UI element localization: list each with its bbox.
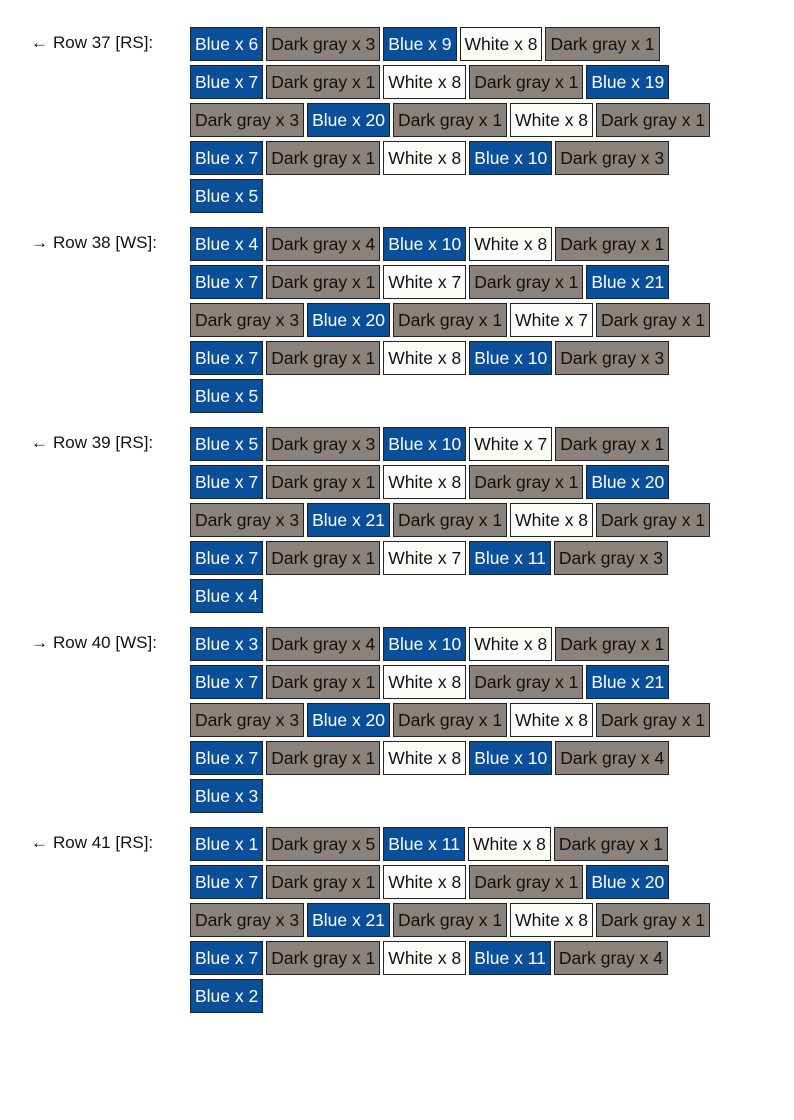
row-label	[0, 225, 190, 261]
stitch-chip-gray: Dark gray x 1	[266, 541, 380, 575]
stitch-chip-gray: Dark gray x 1	[469, 865, 583, 899]
stitch-lines	[190, 825, 713, 1015]
stitch-line	[190, 263, 713, 301]
stitch-chip-blue: Blue x 10	[383, 227, 466, 261]
stitch-line	[190, 425, 713, 463]
stitch-chip-gray: Dark gray x 4	[555, 741, 669, 775]
stitch-lines	[190, 225, 713, 415]
stitch-chip-gray: Dark gray x 1	[393, 103, 507, 137]
stitch-chip-white: White x 8	[469, 627, 552, 661]
stitch-line	[190, 225, 713, 263]
stitch-line	[190, 539, 713, 577]
row-label-text: Row 39 [RS]:	[53, 433, 154, 452]
stitch-line	[190, 825, 713, 863]
row-label	[0, 25, 190, 61]
pattern-row	[0, 225, 794, 415]
stitch-chip-gray: Dark gray x 1	[596, 303, 710, 337]
stitch-chip-white: White x 8	[510, 103, 593, 137]
direction-arrow-icon: ←	[31, 433, 48, 452]
stitch-line	[190, 625, 713, 663]
stitch-chip-blue: Blue x 10	[469, 741, 552, 775]
pattern-row	[0, 25, 794, 215]
stitch-chip-blue: Blue x 7	[190, 265, 263, 299]
stitch-chip-blue: Blue x 19	[586, 65, 669, 99]
stitch-chip-blue: Blue x 7	[190, 941, 263, 975]
stitch-chip-white: White x 7	[383, 265, 466, 299]
stitch-chip-blue: Blue x 2	[190, 979, 263, 1013]
stitch-chip-gray: Dark gray x 3	[266, 427, 380, 461]
stitch-chip-gray: Dark gray x 1	[596, 703, 710, 737]
stitch-chip-gray: Dark gray x 1	[596, 903, 710, 937]
stitch-lines	[190, 625, 713, 815]
stitch-chip-white: White x 8	[468, 827, 551, 861]
direction-arrow-icon: ←	[31, 833, 48, 852]
stitch-chip-gray: Dark gray x 1	[469, 465, 583, 499]
stitch-chip-white: White x 8	[383, 465, 466, 499]
stitch-chip-blue: Blue x 5	[190, 427, 263, 461]
stitch-chip-blue: Blue x 21	[586, 265, 669, 299]
stitch-chip-gray: Dark gray x 1	[266, 941, 380, 975]
row-label	[0, 425, 190, 461]
stitch-line	[190, 63, 713, 101]
stitch-chip-white: White x 8	[383, 341, 466, 375]
stitch-line	[190, 101, 713, 139]
colorwork-pattern	[0, 25, 794, 1025]
stitch-chip-gray: Dark gray x 1	[266, 465, 380, 499]
pattern-row	[0, 825, 794, 1015]
row-label-text: Row 41 [RS]:	[53, 833, 154, 852]
stitch-lines	[190, 425, 713, 615]
stitch-chip-blue: Blue x 20	[307, 103, 390, 137]
stitch-chip-white: White x 8	[383, 665, 466, 699]
direction-arrow-icon: →	[31, 233, 48, 252]
stitch-chip-gray: Dark gray x 1	[266, 741, 380, 775]
stitch-chip-gray: Dark gray x 3	[190, 703, 304, 737]
stitch-line	[190, 25, 713, 63]
stitch-chip-gray: Dark gray x 1	[266, 865, 380, 899]
stitch-chip-gray: Dark gray x 1	[393, 703, 507, 737]
stitch-chip-gray: Dark gray x 1	[469, 665, 583, 699]
row-label-text: Row 40 [WS]:	[53, 633, 157, 652]
stitch-chip-gray: Dark gray x 1	[469, 65, 583, 99]
stitch-chip-blue: Blue x 7	[190, 141, 263, 175]
stitch-chip-blue: Blue x 21	[586, 665, 669, 699]
stitch-line	[190, 577, 713, 615]
stitch-chip-gray: Dark gray x 1	[393, 503, 507, 537]
direction-arrow-icon: ←	[31, 33, 48, 52]
stitch-chip-blue: Blue x 21	[307, 503, 390, 537]
row-label-text: Row 38 [WS]:	[53, 233, 157, 252]
stitch-line	[190, 863, 713, 901]
stitch-chip-blue: Blue x 7	[190, 665, 263, 699]
stitch-chip-gray: Dark gray x 1	[393, 903, 507, 937]
stitch-chip-blue: Blue x 20	[586, 865, 669, 899]
stitch-chip-blue: Blue x 20	[307, 703, 390, 737]
stitch-line	[190, 501, 713, 539]
stitch-chip-white: White x 7	[469, 427, 552, 461]
stitch-chip-gray: Dark gray x 1	[469, 265, 583, 299]
stitch-line	[190, 301, 713, 339]
stitch-chip-blue: Blue x 10	[469, 141, 552, 175]
stitch-chip-white: White x 7	[510, 303, 593, 337]
stitch-chip-gray: Dark gray x 1	[266, 341, 380, 375]
stitch-chip-gray: Dark gray x 3	[190, 303, 304, 337]
stitch-chip-blue: Blue x 21	[307, 903, 390, 937]
stitch-chip-gray: Dark gray x 4	[266, 627, 380, 661]
stitch-chip-gray: Dark gray x 3	[190, 903, 304, 937]
stitch-chip-gray: Dark gray x 1	[266, 265, 380, 299]
stitch-chip-blue: Blue x 11	[383, 827, 465, 861]
stitch-chip-blue: Blue x 7	[190, 341, 263, 375]
stitch-chip-blue: Blue x 5	[190, 379, 263, 413]
stitch-chip-white: White x 8	[510, 503, 593, 537]
stitch-line	[190, 977, 713, 1015]
stitch-line	[190, 777, 713, 815]
stitch-chip-white: White x 7	[383, 541, 466, 575]
stitch-chip-gray: Dark gray x 1	[393, 303, 507, 337]
row-label-text: Row 37 [RS]:	[53, 33, 154, 52]
stitch-chip-gray: Dark gray x 1	[266, 65, 380, 99]
stitch-chip-gray: Dark gray x 1	[596, 103, 710, 137]
stitch-line	[190, 377, 713, 415]
stitch-chip-blue: Blue x 9	[383, 27, 456, 61]
stitch-chip-gray: Dark gray x 1	[545, 27, 659, 61]
stitch-line	[190, 139, 713, 177]
stitch-lines	[190, 25, 713, 215]
stitch-chip-blue: Blue x 11	[469, 541, 551, 575]
stitch-chip-blue: Blue x 7	[190, 465, 263, 499]
stitch-chip-blue: Blue x 4	[190, 579, 263, 613]
stitch-line	[190, 901, 713, 939]
stitch-chip-white: White x 8	[469, 227, 552, 261]
stitch-chip-white: White x 8	[383, 865, 466, 899]
stitch-chip-blue: Blue x 10	[383, 427, 466, 461]
stitch-chip-gray: Dark gray x 1	[555, 427, 669, 461]
stitch-chip-white: White x 8	[383, 141, 466, 175]
stitch-chip-gray: Dark gray x 3	[555, 141, 669, 175]
stitch-chip-blue: Blue x 7	[190, 65, 263, 99]
stitch-chip-blue: Blue x 5	[190, 179, 263, 213]
stitch-chip-blue: Blue x 20	[586, 465, 669, 499]
stitch-line	[190, 663, 713, 701]
stitch-chip-gray: Dark gray x 3	[190, 103, 304, 137]
stitch-chip-gray: Dark gray x 3	[190, 503, 304, 537]
pattern-row	[0, 625, 794, 815]
stitch-chip-blue: Blue x 3	[190, 627, 263, 661]
stitch-chip-white: White x 8	[460, 27, 543, 61]
stitch-chip-blue: Blue x 1	[190, 827, 263, 861]
direction-arrow-icon: →	[31, 633, 48, 652]
stitch-chip-gray: Dark gray x 1	[266, 141, 380, 175]
stitch-chip-gray: Dark gray x 1	[596, 503, 710, 537]
stitch-chip-blue: Blue x 3	[190, 779, 263, 813]
stitch-line	[190, 339, 713, 377]
stitch-chip-blue: Blue x 20	[307, 303, 390, 337]
stitch-line	[190, 939, 713, 977]
stitch-chip-blue: Blue x 10	[469, 341, 552, 375]
row-label	[0, 625, 190, 661]
stitch-chip-gray: Dark gray x 4	[554, 941, 668, 975]
stitch-line	[190, 701, 713, 739]
stitch-chip-blue: Blue x 4	[190, 227, 263, 261]
stitch-chip-white: White x 8	[510, 903, 593, 937]
stitch-chip-gray: Dark gray x 3	[555, 341, 669, 375]
stitch-chip-blue: Blue x 11	[469, 941, 551, 975]
stitch-line	[190, 463, 713, 501]
stitch-line	[190, 177, 713, 215]
stitch-chip-white: White x 8	[383, 741, 466, 775]
stitch-chip-blue: Blue x 6	[190, 27, 263, 61]
stitch-chip-white: White x 8	[383, 941, 466, 975]
stitch-chip-gray: Dark gray x 1	[555, 627, 669, 661]
stitch-line	[190, 739, 713, 777]
stitch-chip-gray: Dark gray x 3	[266, 27, 380, 61]
pattern-row	[0, 425, 794, 615]
stitch-chip-blue: Blue x 7	[190, 741, 263, 775]
stitch-chip-white: White x 8	[383, 65, 466, 99]
stitch-chip-blue: Blue x 7	[190, 541, 263, 575]
stitch-chip-gray: Dark gray x 3	[554, 541, 668, 575]
stitch-chip-gray: Dark gray x 1	[266, 665, 380, 699]
stitch-chip-blue: Blue x 7	[190, 865, 263, 899]
stitch-chip-blue: Blue x 10	[383, 627, 466, 661]
stitch-chip-gray: Dark gray x 4	[266, 227, 380, 261]
stitch-chip-gray: Dark gray x 1	[555, 227, 669, 261]
row-label	[0, 825, 190, 861]
stitch-chip-white: White x 8	[510, 703, 593, 737]
stitch-chip-gray: Dark gray x 5	[266, 827, 380, 861]
stitch-chip-gray: Dark gray x 1	[554, 827, 668, 861]
